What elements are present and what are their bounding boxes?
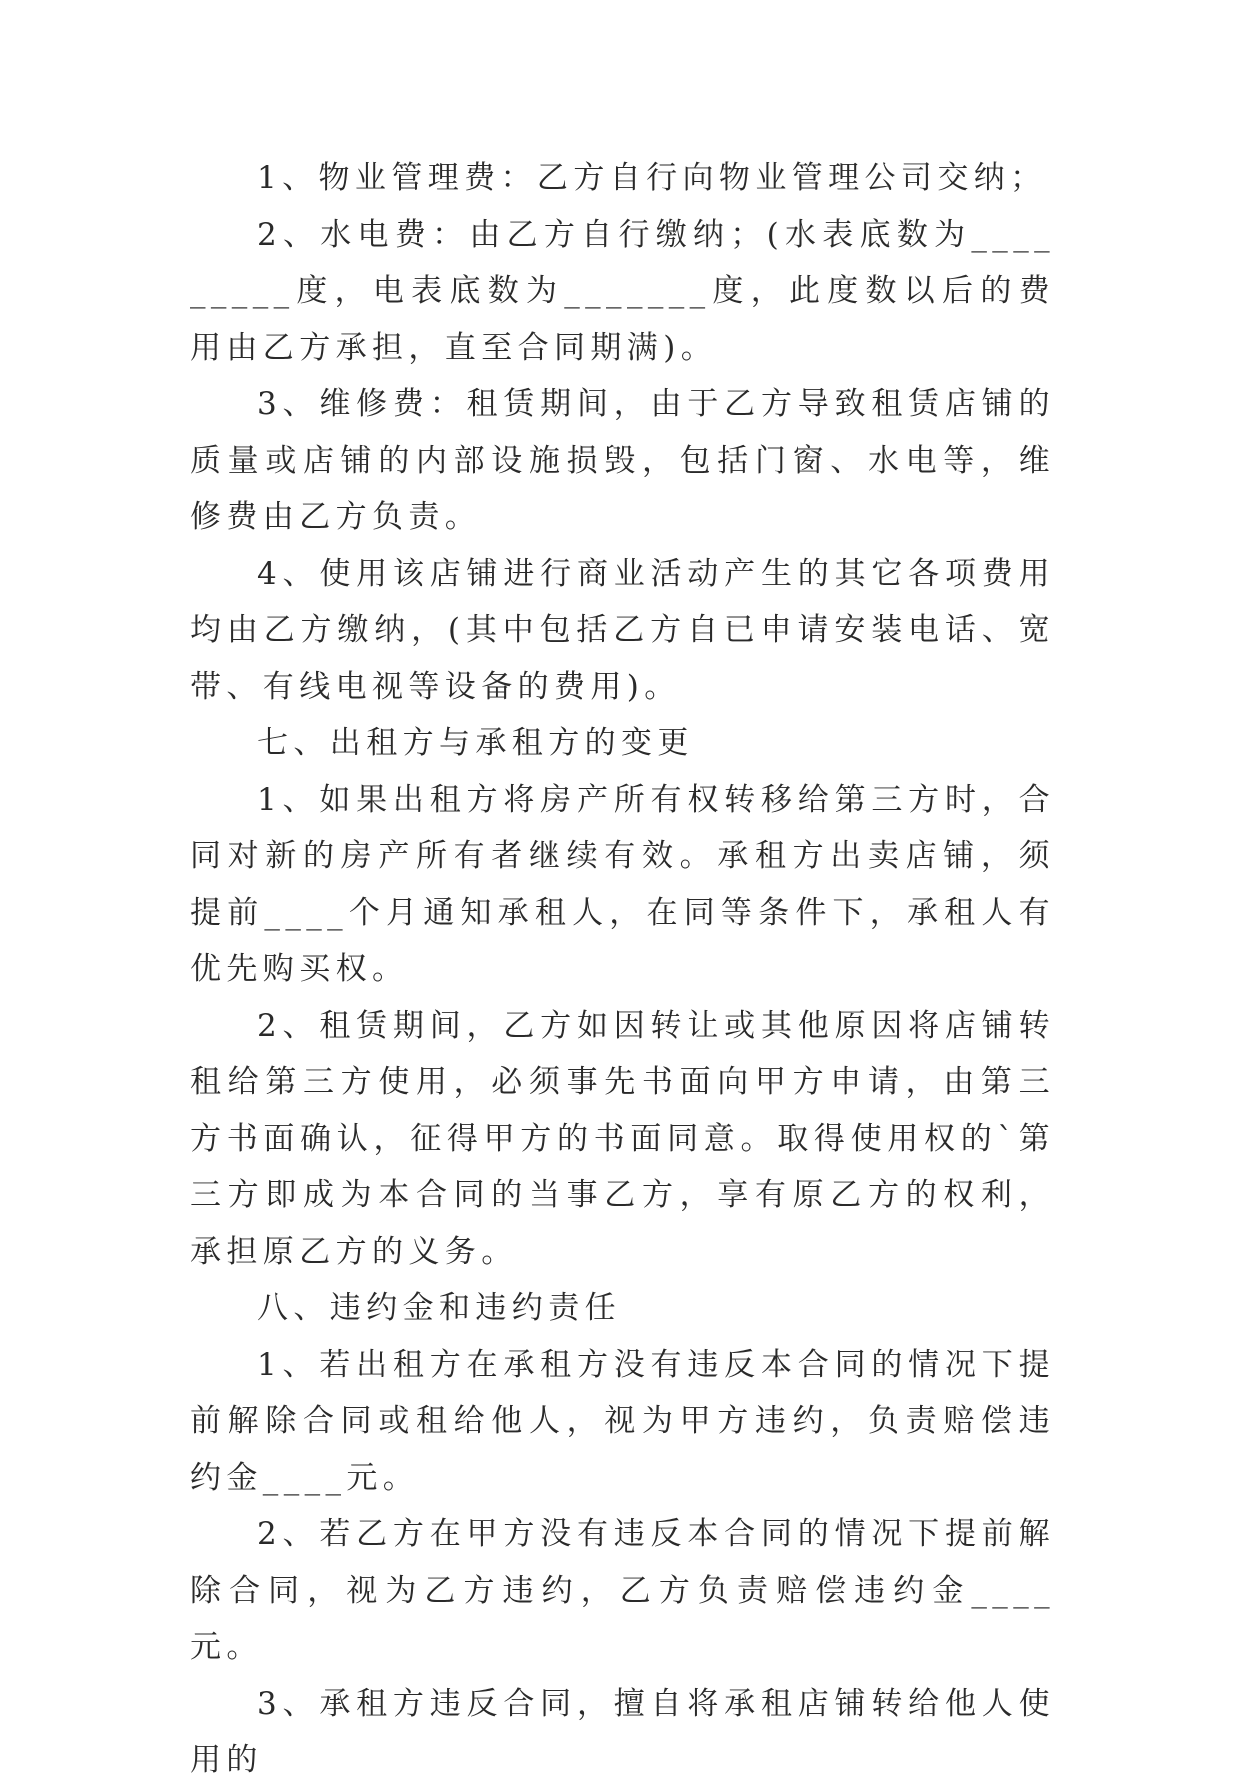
clause-ownership-transfer: 1、如果出租方将房产所有权转移给第三方时，合同对新的房产所有者继续有效。承租方出卖店铺，须提前____个月通知承租人，在同等条件下，承租人有优先购买权。 — [190, 781, 1055, 987]
section-heading-breach: 八、违约金和违约责任 — [257, 1290, 621, 1326]
clause-sublease: 2、租赁期间，乙方如因转让或其他原因将店铺转租给第三方使用，必须事先书面向甲方申请，由第三方书面确认，征得甲方的书面同意。取得使用权的`第三方即成为本合同的当事乙方，享有原乙方的权利，承担原乙方的义务。 — [190, 1007, 1055, 1270]
section-heading-party-change: 七、出租方与承租方的变更 — [257, 725, 694, 761]
clause-unauthorized-transfer: 3、承租方违反合同，擅自将承租店铺转给他人使用的 — [190, 1685, 1055, 1778]
clause-lessee-breach: 2、若乙方在甲方没有违反本合同的情况下提前解除合同，视为乙方违约，乙方负责赔偿违约金____元。 — [190, 1516, 1055, 1665]
document-page — [190, 150, 1055, 1789]
clause-property-fee: 1、物业管理费：乙方自行向物业管理公司交纳； — [257, 160, 1047, 196]
clause-other-fees: 4、使用该店铺进行商业活动产生的其它各项费用均由乙方缴纳，(其中包括乙方自已申请安装电话、宽带、有线电视等设备的费用)。 — [190, 555, 1055, 705]
clause-utilities-fee: 2、水电费：由乙方自行缴纳；(水表底数为_________度，电表底数为_______度，此度数以后的费用由乙方承担，直至合同期满)。 — [190, 216, 1055, 366]
clause-repair-fee: 3、维修费：租赁期间，由于乙方导致租赁店铺的质量或店铺的内部设施损毁，包括门窗、水电等，维修费由乙方负责。 — [190, 386, 1055, 535]
clause-lessor-breach: 1、若出租方在承租方没有违反本合同的情况下提前解除合同或租给他人，视为甲方违约，负责赔偿违约金____元。 — [190, 1346, 1055, 1496]
